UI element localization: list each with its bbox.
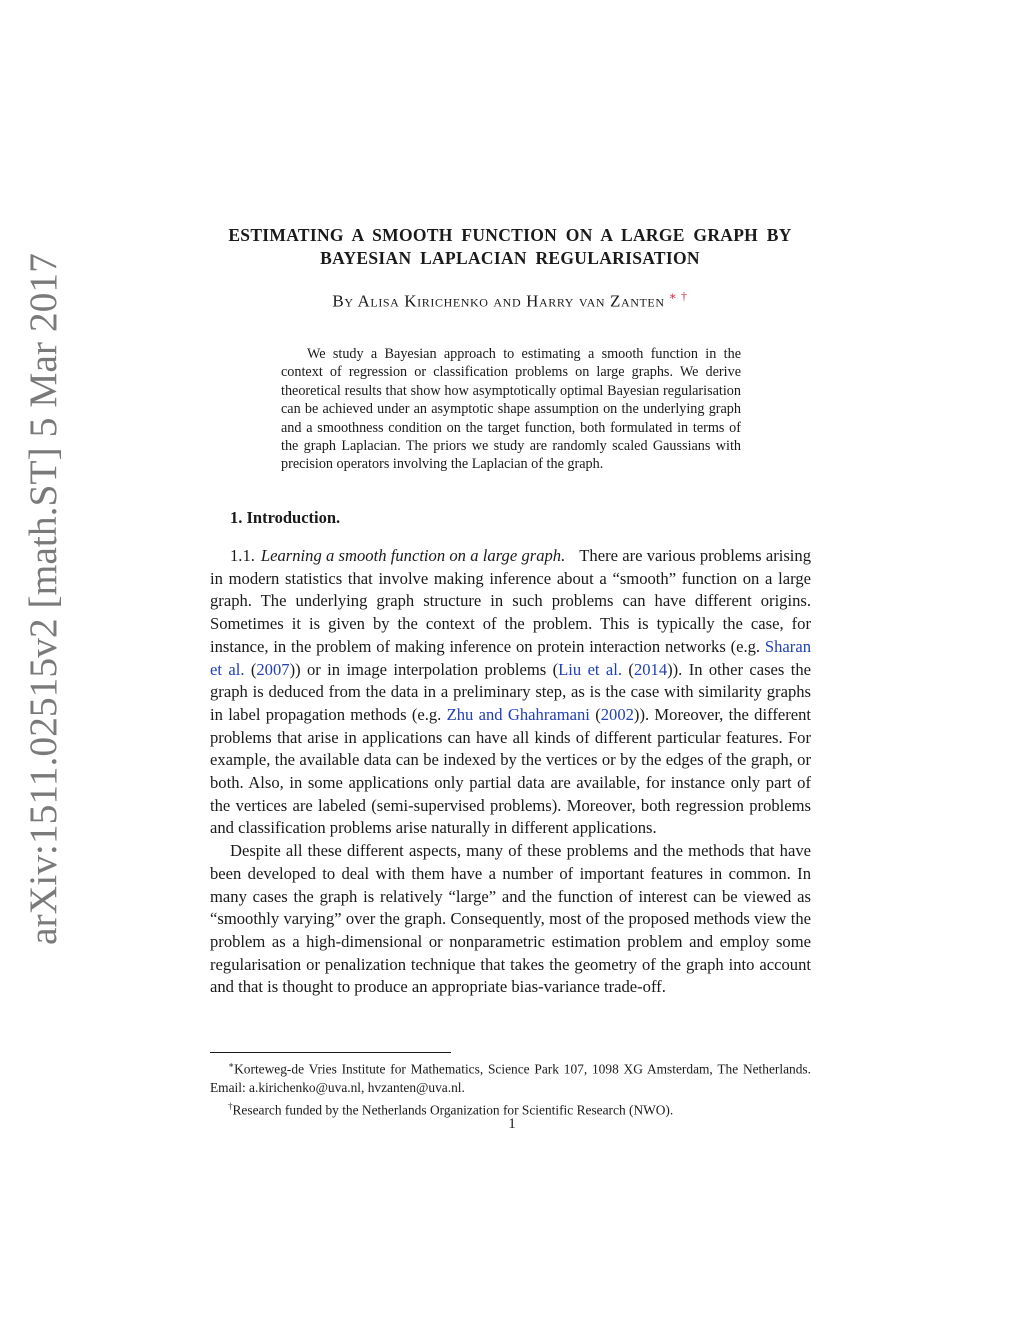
citation-sharan-name[interactable]: Sharan et al.	[210, 636, 811, 679]
paragraph-1-part-4: )). Moreover, the different problems that arise in applications can have all kinds of different particular features. For example, the available data can be indexed by the vertices or by the edges of the graph, or both. Also, in some applications only partial data are available, for instance only part of the vertices are labeled (semi-supervised problems). Moreover, both regression problems and classification problems arise naturally in different applications.	[210, 704, 812, 838]
footnote-1-text: Korteweg-de Vries Institute for Mathematics, Science Park 107, 1098 XG Amsterdam, The Netherlands. Email: a.kirichenko@uva.nl, hvzanten@uva.nl.	[210, 1061, 811, 1095]
title-line-2: BAYESIAN LAPLACIAN REGULARISATION	[320, 248, 700, 268]
paper-title	[210, 224, 810, 270]
citation-zhu-year[interactable]: 2002	[600, 704, 634, 724]
body-text	[210, 545, 811, 999]
citation-zhu-open: (	[589, 704, 601, 724]
paragraph-1-part-3: )). In other cases the graph is deduced from the data in a preliminary step, as is the case with similarity graphs in label propagation methods (e.g.	[210, 659, 811, 724]
footnotes	[210, 1056, 811, 1120]
citation-liu-name[interactable]: Liu et al.	[558, 659, 623, 679]
arxiv-identifier: arXiv:1511.02515v2 [math.ST] 5 Mar 2017	[21, 253, 65, 945]
title-line-1: ESTIMATING A SMOOTH FUNCTION ON A LARGE GRAPH BY	[228, 225, 792, 245]
paragraph-1-part-2: )) or in image interpolation problems (	[289, 659, 559, 679]
paragraph-2: Despite all these different aspects, many of these problems and the methods that have been developed to deal with them have a number of important features in common. In many cases the graph is relatively “large” and the function of interest can be viewed as “smoothly varying” over the graph. Consequently, most of the proposed methods view the problem as a high-dimensional or nonparametric estimation problem and employ some regularisation or penalization technique that takes the geometry of the graph into account and that is thought to produce an appropriate bias-variance trade-off.	[210, 841, 811, 997]
paragraph-1	[210, 545, 811, 840]
author-line	[210, 289, 810, 312]
author-names: By Alisa Kirichenko and Harry van Zanten	[332, 291, 665, 311]
footnote-2-text: Research funded by the Netherlands Organization for Scientific Research (NWO).	[232, 1102, 674, 1118]
abstract-text: We study a Bayesian approach to estimating a smooth function in the context of regression or classification problems on large graphs. We derive theoretical results that show how asymptotically optimal Bayesian regularisation can be achieved under an asymptotic shape assumption on the underlying graph and a smoothness condition on the target function, both formulated in terms of the graph Laplacian. The priors we study are randomly scaled Gaussians with precision operators involving the Laplacian of the graph.	[281, 346, 741, 473]
footnote-divider	[210, 1052, 451, 1053]
citation-zhu-name[interactable]: Zhu and Ghahramani	[446, 704, 590, 724]
footnote-1	[210, 1056, 811, 1097]
section-heading: 1. Introduction.	[230, 508, 341, 527]
footnote-2-mark: †	[228, 1101, 233, 1112]
footnote-1-mark: ∗	[228, 1060, 235, 1070]
citation-liu-open: (	[622, 659, 634, 679]
subsection-title: Learning a smooth function on a large graph.	[260, 546, 566, 565]
paragraph-1-part-1: There are various problems arising in modern statistics that involve making inference about a “smooth” function on a large graph. The underlying graph structure in such problems can have different origins. Sometimes it is given by the context of the problem. This is typically the case, for instance, in the problem of making inference on protein interaction networks (e.g.	[210, 546, 812, 656]
subsection-number: 1.1.	[230, 546, 255, 565]
citation-sharan-year[interactable]: 2007	[256, 659, 290, 679]
page-number: 1	[508, 1116, 516, 1132]
citation-liu-year[interactable]: 2014	[633, 659, 668, 679]
citation-sharan-open: (	[244, 659, 257, 679]
abstract	[281, 345, 741, 474]
author-footnote-marks[interactable]: ∗ †	[668, 289, 688, 303]
